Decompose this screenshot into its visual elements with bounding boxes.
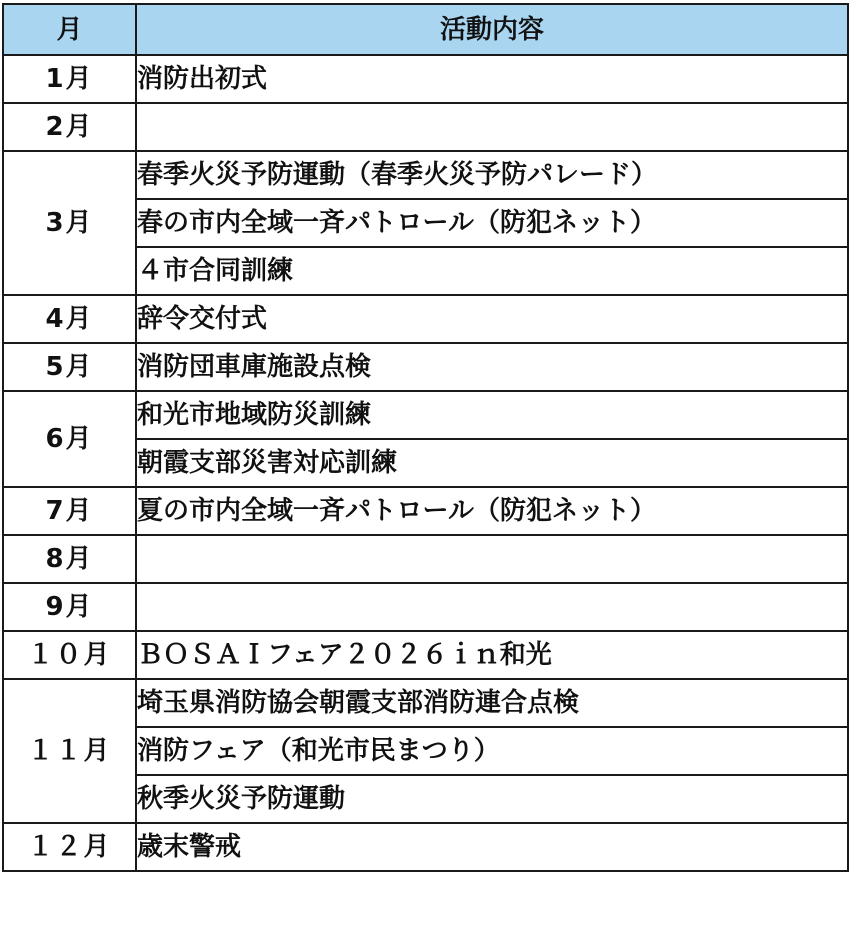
activity-cell (136, 103, 848, 151)
table-row (3, 631, 848, 679)
table-header (3, 4, 848, 55)
table-row (3, 823, 848, 871)
table-row (3, 679, 848, 727)
activity-cell: 春の市内全域一斉パトロール（防犯ネット） (136, 199, 848, 247)
activity-cell: ＢＯＳＡＩフェア２０２６ｉｎ和光 (136, 631, 848, 679)
header-row (3, 4, 848, 55)
month-cell: 8月 (3, 535, 136, 583)
activity-cell: 消防団車庫施設点検 (136, 343, 848, 391)
activity-cell: 和光市地域防災訓練 (136, 391, 848, 439)
table-body (3, 55, 848, 871)
activity-schedule-table (2, 3, 849, 872)
activity-cell: 朝霞支部災害対応訓練 (136, 439, 848, 487)
month-cell: 2月 (3, 103, 136, 151)
table-row (3, 295, 848, 343)
table-row (3, 151, 848, 199)
activity-cell: 秋季火災予防運動 (136, 775, 848, 823)
month-cell: １０月 (3, 631, 136, 679)
table-row (3, 487, 848, 535)
activity-cell: 辞令交付式 (136, 295, 848, 343)
table-row (3, 103, 848, 151)
header-activity: 活動内容 (136, 4, 848, 55)
month-cell: １２月 (3, 823, 136, 871)
activity-cell: ４市合同訓練 (136, 247, 848, 295)
table-row (3, 55, 848, 103)
month-cell: 5月 (3, 343, 136, 391)
activity-cell: 消防フェア（和光市民まつり） (136, 727, 848, 775)
activity-cell: 消防出初式 (136, 55, 848, 103)
activity-cell: 春季火災予防運動（春季火災予防パレード） (136, 151, 848, 199)
activity-cell: 埼玉県消防協会朝霞支部消防連合点検 (136, 679, 848, 727)
month-cell: 9月 (3, 583, 136, 631)
table-row (3, 343, 848, 391)
month-cell: 7月 (3, 487, 136, 535)
month-cell: 6月 (3, 391, 136, 487)
month-cell: 1月 (3, 55, 136, 103)
month-cell: 4月 (3, 295, 136, 343)
activity-cell: 歳末警戒 (136, 823, 848, 871)
table-row (3, 535, 848, 583)
activity-cell (136, 535, 848, 583)
month-cell: １１月 (3, 679, 136, 823)
header-month: 月 (3, 4, 136, 55)
activity-cell (136, 583, 848, 631)
activity-cell: 夏の市内全域一斉パトロール（防犯ネット） (136, 487, 848, 535)
month-cell: 3月 (3, 151, 136, 295)
table-row (3, 583, 848, 631)
table-row (3, 391, 848, 439)
